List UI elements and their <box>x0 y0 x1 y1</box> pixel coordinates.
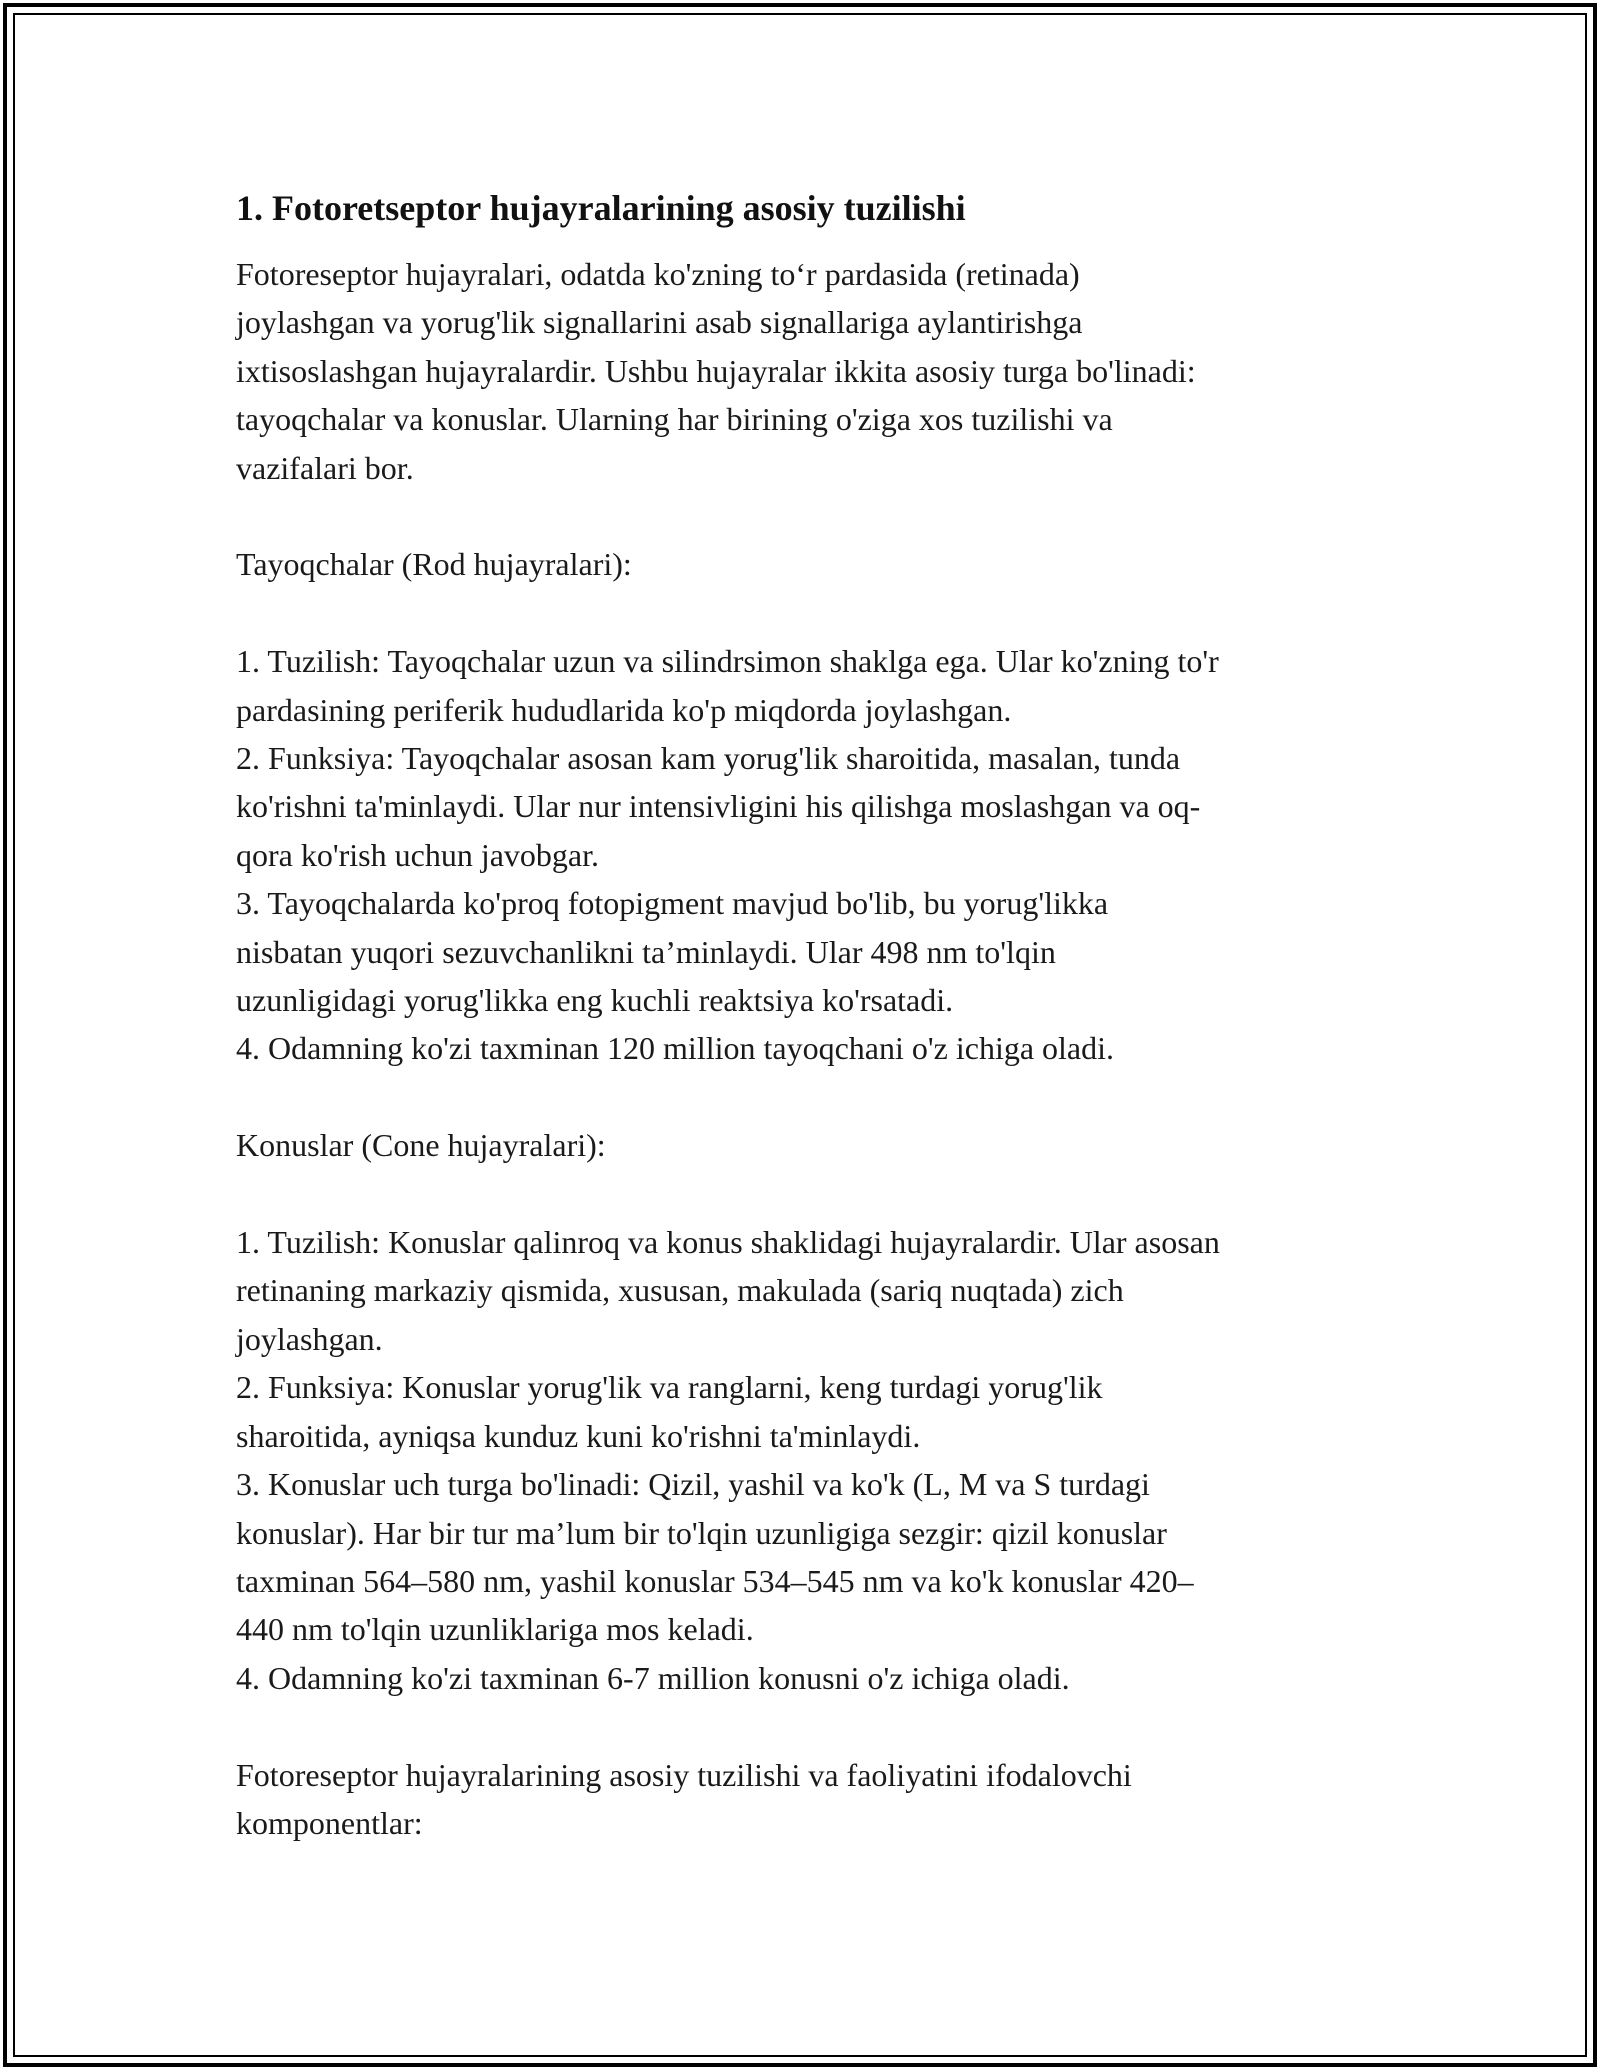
cones-line: retinaning markaziy qismida, xususan, makulada (sariq nuqtada) zich <box>236 1272 1124 1309</box>
paragraph-gap <box>236 1170 1396 1218</box>
cones-line: 4. Odamning ko'zi taxminan 6-7 million konusni o'z ichiga oladi. <box>236 1659 1070 1696</box>
rods-line: qora ko'rish uchun javobgar. <box>236 836 600 873</box>
intro-line: vazifalari bor. <box>236 449 414 486</box>
closing-line: komponentlar: <box>236 1804 423 1841</box>
rods-line: 3. Tayoqchalarda ko'proq fotopigment mavjud bo'lib, bu yorug'likka <box>236 885 1109 922</box>
rods-line: ko'rishni ta'minlaydi. Ular nur intensivligini his qilishga moslashgan va oq- <box>236 788 1201 825</box>
rods-list <box>236 637 1396 1073</box>
cones-title: Konuslar (Cone hujayralari): <box>236 1127 606 1164</box>
cones-line: 3. Konuslar uch turga bo'linadi: Qizil, yashil va ko'k (L, M va S turdagi <box>236 1466 1150 1503</box>
intro-line: joylashgan va yorug'lik signallarini asab signallariga aylantirishga <box>236 304 1083 341</box>
intro-line: tayoqchalar va konuslar. Ularning har birining o'ziga xos tuzilishi va <box>236 401 1113 438</box>
cones-list <box>236 1218 1396 1702</box>
cones-line: taxminan 564–580 nm, yashil konuslar 534–545 nm va ko'k konuslar 420– <box>236 1562 1194 1599</box>
section-heading: 1. Fotoretseptor hujayralarining asosiy tuzilishi <box>236 188 966 228</box>
rods-title: Tayoqchalar (Rod hujayralari): <box>236 546 632 583</box>
paragraph-gap <box>236 589 1396 637</box>
cones-line: konuslar). Har bir tur ma’lum bir to'lqin uzunligiga sezgir: qizil konuslar <box>236 1514 1167 1551</box>
intro-paragraph <box>236 250 1396 492</box>
rods-line: 4. Odamning ko'zi taxminan 120 million tayoqchani o'z ichiga oladi. <box>236 1030 1115 1067</box>
paragraph-gap <box>236 492 1396 540</box>
cones-line: 1. Tuzilish: Konuslar qalinroq va konus shaklidagi hujayralardir. Ular asosan <box>236 1224 1220 1261</box>
paragraph-gap <box>236 1073 1396 1121</box>
intro-line: ixtisoslashgan hujayralardir. Ushbu hujayralar ikkita asosiy turga bo'linadi: <box>236 352 1196 389</box>
cones-line: sharoitida, ayniqsa kunduz kuni ko'rishni ta'minlaydi. <box>236 1417 921 1454</box>
document-body <box>236 186 1396 1847</box>
cones-line: 2. Funksiya: Konuslar yorug'lik va ranglarni, keng turdagi yorug'lik <box>236 1369 1103 1406</box>
rods-line: 1. Tuzilish: Tayoqchalar uzun va silindrsimon shaklga ega. Ular ko'zning to'r <box>236 643 1219 680</box>
cones-line: joylashgan. <box>236 1320 383 1357</box>
paragraph-gap <box>236 1702 1396 1750</box>
rods-line: 2. Funksiya: Tayoqchalar asosan kam yorug'lik sharoitida, masalan, tunda <box>236 740 1181 777</box>
cones-line: 440 nm to'lqin uzunliklariga mos keladi. <box>236 1611 754 1648</box>
rods-line: uzunligidagi yorug'likka eng kuchli reaktsiya ko'rsatadi. <box>236 982 954 1019</box>
closing-line: Fotoreseptor hujayralarining asosiy tuzilishi va faoliyatini ifodalovchi <box>236 1756 1132 1793</box>
intro-line: Fotoreseptor hujayralari, odatda ko'zning to‘r pardasida (retinada) <box>236 256 1080 292</box>
rods-line: pardasining periferik hududlarida ko'p miqdorda joylashgan. <box>236 691 1012 728</box>
rods-line: nisbatan yuqori sezuvchanlikni ta’minlaydi. Ular 498 nm to'lqin <box>236 933 1056 970</box>
closing-paragraph <box>236 1751 1396 1848</box>
